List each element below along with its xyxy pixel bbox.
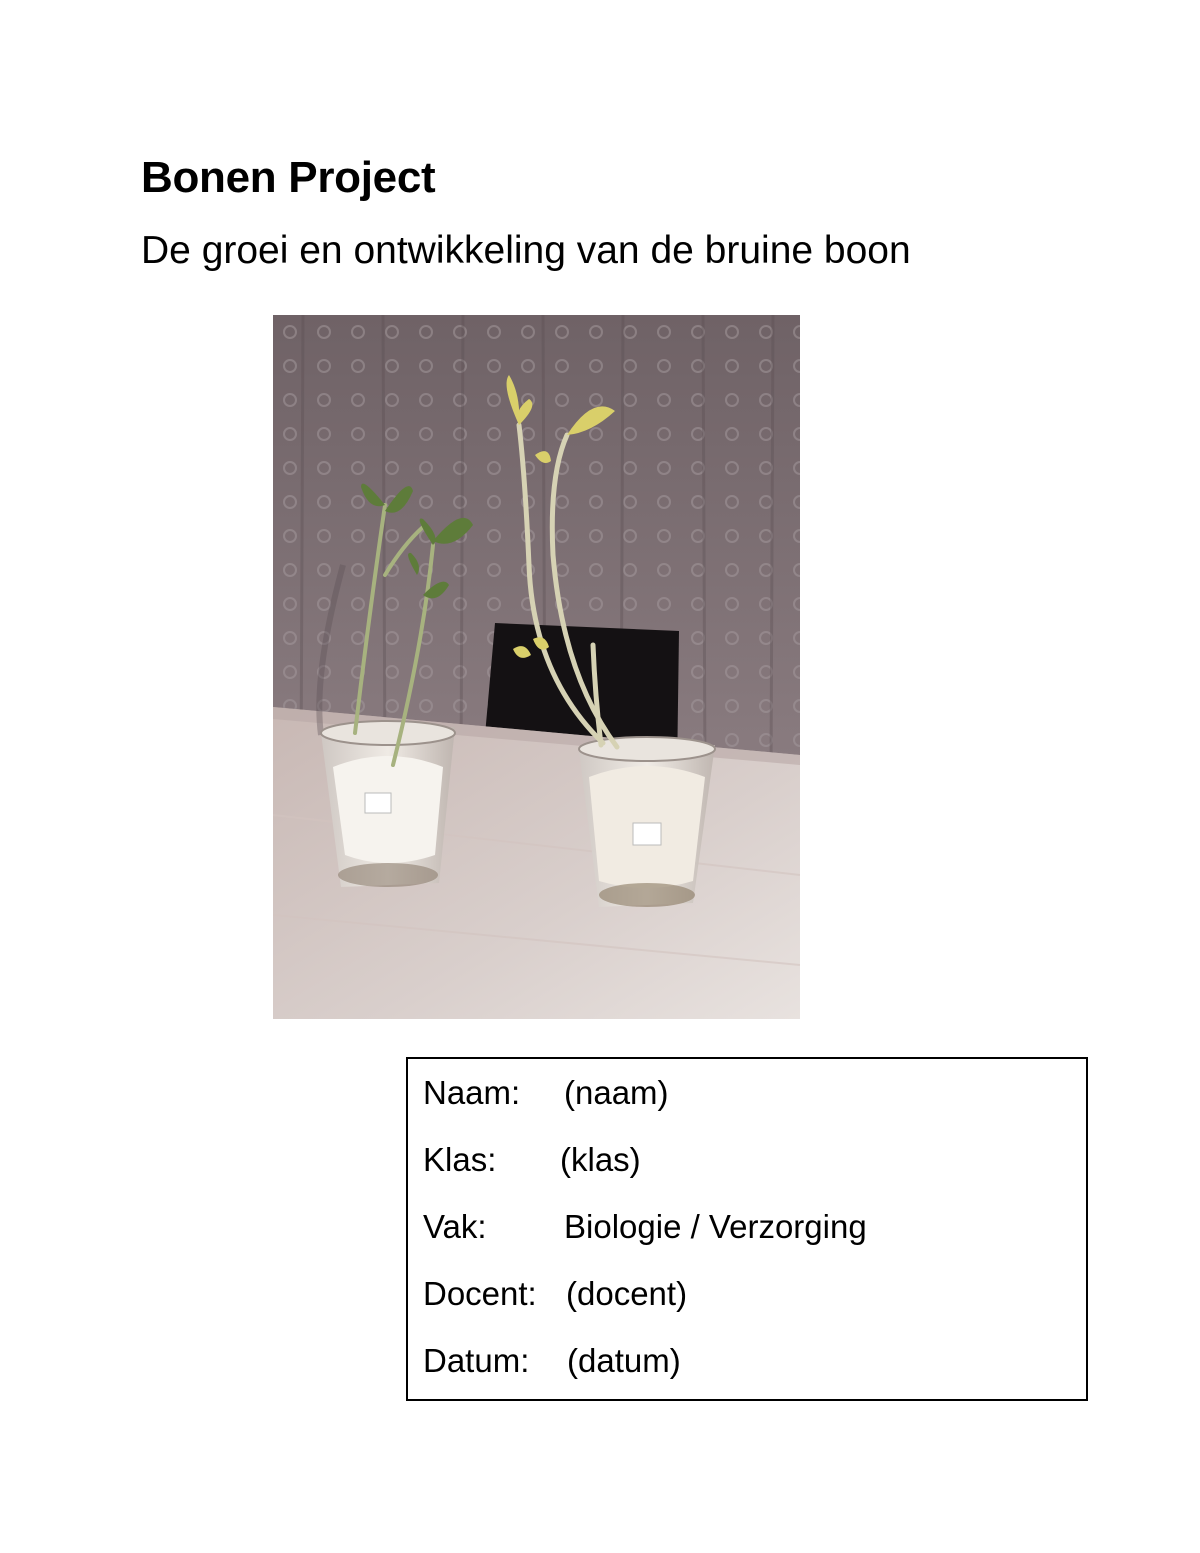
bean-plants-photo [273, 315, 800, 1019]
naam-label: Naam: [423, 1074, 521, 1111]
document-subtitle: De groei en ontwikkeling van de bruine boon [141, 229, 911, 272]
naam-value: (naam) [564, 1074, 669, 1111]
docent-label: Docent: [423, 1275, 537, 1312]
document-title: Bonen Project [141, 153, 436, 202]
vak-label: Vak: [423, 1208, 487, 1245]
student-info-box [406, 1057, 1088, 1401]
klas-label: Klas: [423, 1141, 497, 1178]
datum-label: Datum: [423, 1342, 530, 1379]
vak-value: Biologie / Verzorging [564, 1208, 867, 1245]
docent-value: (docent) [566, 1275, 688, 1312]
datum-value: (datum) [567, 1342, 681, 1379]
klas-value: (klas) [560, 1141, 641, 1178]
